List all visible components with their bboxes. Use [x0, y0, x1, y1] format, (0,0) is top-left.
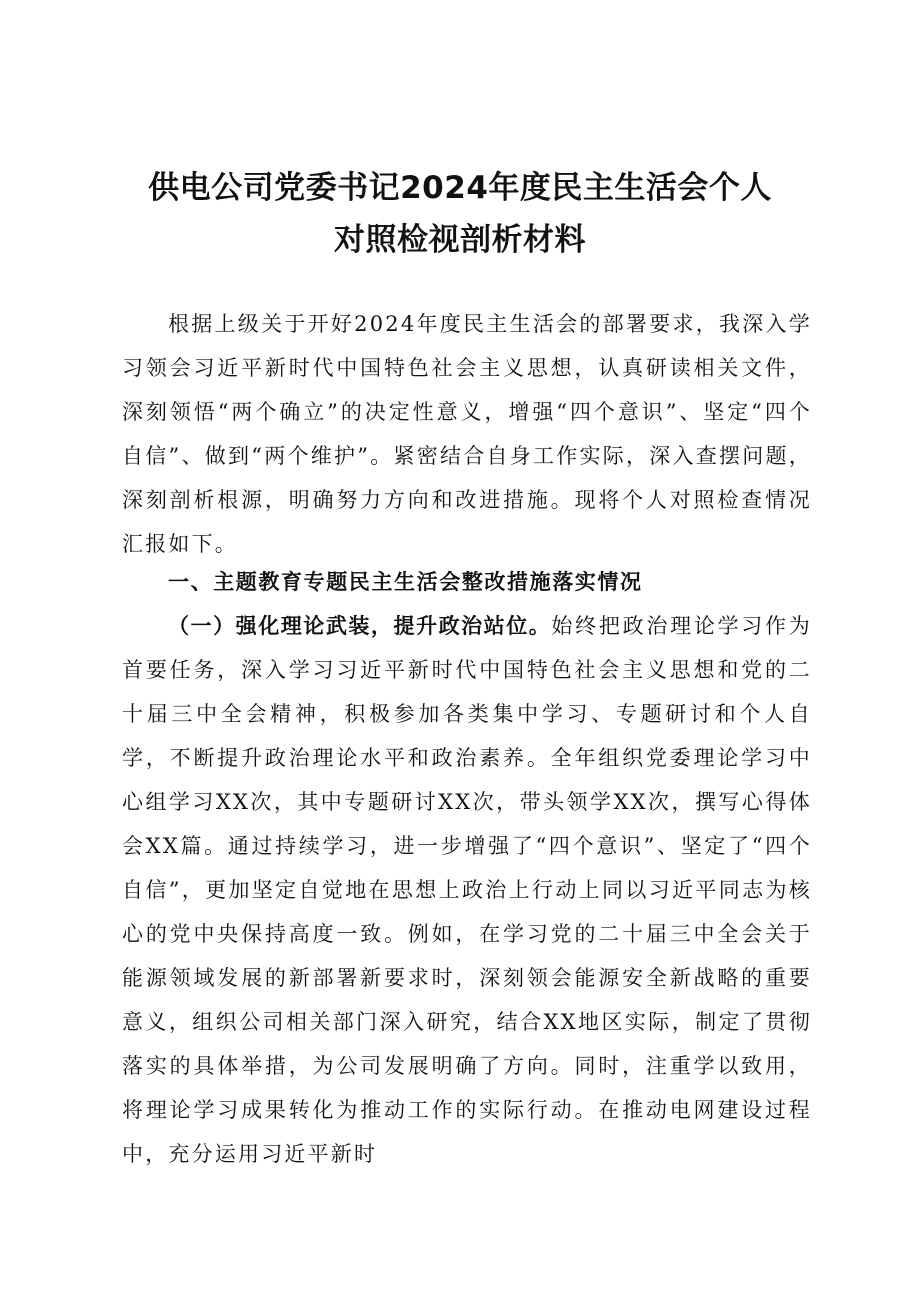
document-title-line-1: 供电公司党委书记2024年度民主生活会个人 [148, 170, 772, 206]
item-lead-1: （一）强化理论武装，提升政治站位。 [168, 614, 552, 638]
intro-paragraph: 根据上级关于开好2024年度民主生活会的部署要求，我深入学习领会习近平新时代中国特色社会主义思想，认真研读相关文件，深刻领悟“两个确立”的决定性意义，增强“四个意识”、坚定“四个自信”、做到“两个维护”。紧密结合自身工作实际，深入查摆问题，深刻剖析根源，明确努力方向和改进措施。现将个人对照检查情况汇报如下。 [122, 312, 812, 556]
item-body-1: 始终把政治理论学习作为首要任务，深入学习习近平新时代中国特色社会主义思想和党的二十届三中全会精神，积极参加各类集中学习、专题研讨和个人自学，不断提升政治理论水平和政治素养。全年组织党委理论学习中心组学习XX次，其中专题研讨XX次，带头领学XX次，撰写心得体会XX篇。通过持续学习，进一步增强了“四个意识”、坚定了“四个自信”，更加坚定自觉地在思想上政治上行动上同以习近平同志为核心的党中央保持高度一致。例如，在学习党的二十届三中全会关于能源领域发展的新部署新要求时，深刻领会能源安全新战略的重要意义，组织公司相关部门深入研究，结合XX地区实际，制定了贯彻落实的具体举措，为公司发展明确了方向。同时，注重学以致用，将理论学习成果转化为推动工作的实际行动。在推动电网建设过程中，充分运用习近平新时 [122, 614, 813, 1166]
item-paragraph-1 [122, 604, 812, 1176]
document-title-line-2: 对照检视剖析材料 [334, 222, 586, 258]
section-heading-1: 一、主题教育专题民主生活会整改措施落实情况 [168, 570, 643, 594]
